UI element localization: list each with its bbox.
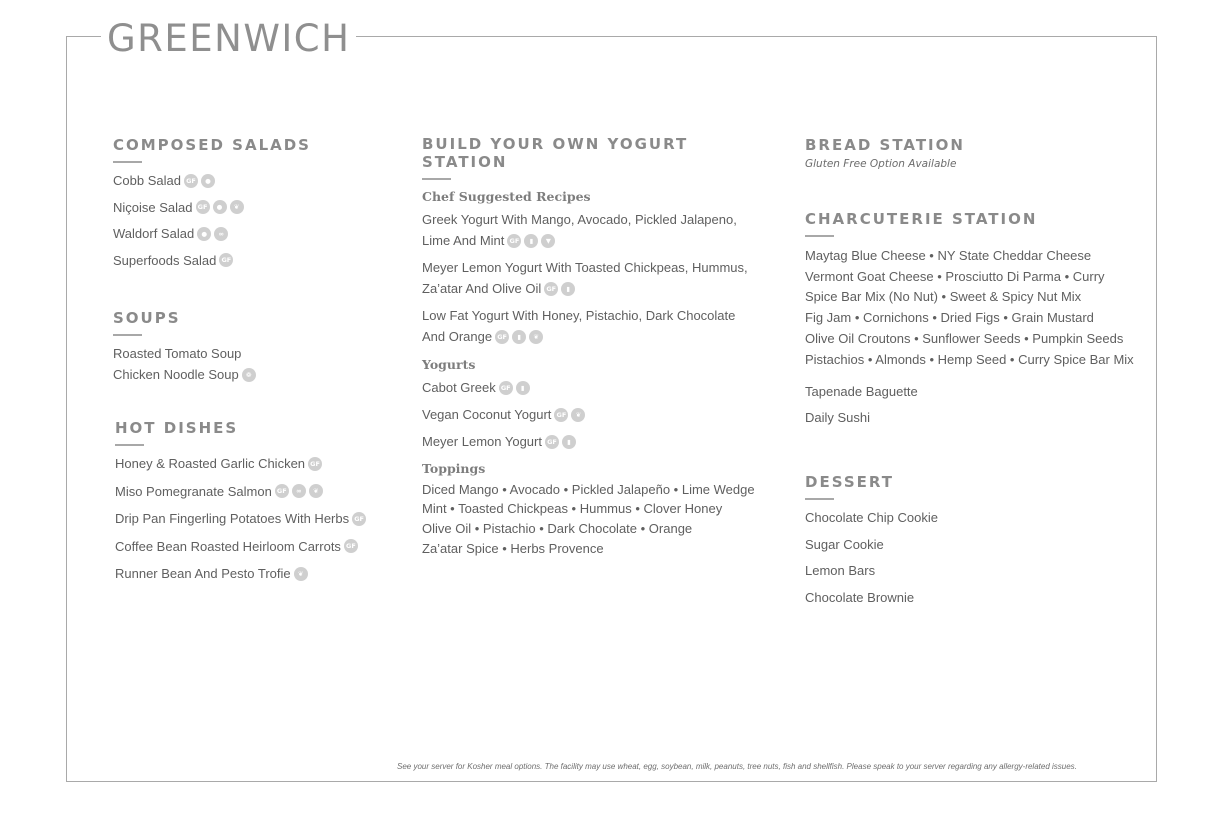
hot-dishes-list	[115, 455, 405, 582]
toppings-line: Olive Oil • Pistachio • Dark Chocolate • Orange	[422, 521, 693, 537]
menu-item	[113, 199, 393, 216]
soups-list	[113, 345, 393, 383]
menu-item	[115, 510, 405, 527]
gluten-free-note: Gluten Free Option Available	[805, 158, 957, 170]
milk-icon: ▮	[524, 234, 538, 248]
menu-item	[113, 172, 393, 189]
vegetarian-icon: ▼	[541, 234, 555, 248]
menu-item-name: Cabot Greek	[422, 380, 496, 395]
menu-item	[115, 565, 405, 582]
menu-item-name: Honey & Roasted Garlic Chicken	[115, 456, 306, 471]
dessert-list	[805, 509, 1145, 606]
yogurt-station-heading: BUILD YOUR OWN YOGURT STATION	[422, 135, 689, 171]
gluten-free-icon: GF	[507, 234, 521, 248]
menu-item-name: Meyer Lemon Yogurt	[422, 434, 542, 450]
menu-item	[115, 538, 405, 555]
dessert-heading: DESSERT	[805, 473, 894, 491]
milk-icon: ▮	[512, 330, 526, 344]
composed-salads-list	[113, 172, 393, 269]
gluten-free-icon: GF	[495, 330, 509, 344]
charcuterie-section	[805, 210, 1145, 435]
gluten-free-icon: GF	[499, 381, 513, 395]
nuts-icon: ∞	[292, 484, 306, 498]
recipe-item	[422, 210, 752, 251]
menu-item-name: Roasted Tomato Soup	[113, 346, 242, 361]
toppings-list	[422, 480, 767, 559]
menu-item: Daily Sushi	[805, 410, 871, 426]
menu-item	[115, 455, 405, 472]
milk-icon: ▮	[561, 282, 575, 296]
vegan-icon: ❦	[294, 567, 308, 581]
menu-item	[422, 433, 767, 450]
charcuterie-list	[805, 246, 1145, 370]
column-middle	[422, 135, 767, 559]
charcuterie-line: Olive Oil Croutons • Sunflower Seeds • Pumpkin Seeds	[805, 330, 1124, 346]
composed-salads-section	[113, 136, 393, 269]
dessert-section	[805, 473, 1145, 615]
egg-icon: ●	[197, 227, 211, 241]
yogurts-list	[422, 379, 767, 450]
recipe-name: Meyer Lemon Yogurt With Toasted Chickpeas, Hummus, Za’atar And Olive Oil	[422, 260, 748, 296]
charcuterie-extras	[805, 383, 1145, 426]
soups-heading: SOUPS	[113, 309, 181, 327]
gluten-free-icon: GF	[545, 435, 559, 449]
vegan-icon: ❦	[529, 330, 543, 344]
divider	[805, 498, 834, 500]
nuts-icon: ∞	[214, 227, 228, 241]
charcuterie-line: Spice Bar Mix (No Nut) • Sweet & Spicy Nut Mix	[805, 289, 1082, 305]
charcuterie-line: Fig Jam • Cornichons • Dried Figs • Grain Mustard	[805, 310, 1094, 326]
menu-item: Chocolate Chip Cookie	[805, 510, 938, 525]
bread-station-heading: BREAD STATION	[805, 136, 965, 154]
gluten-free-icon: GF	[196, 200, 210, 214]
menu-item-name: Superfoods Salad	[113, 252, 217, 268]
recipe-item	[422, 258, 752, 299]
menu-item-name: Waldorf Salad	[113, 226, 195, 242]
gluten-free-icon: GF	[184, 174, 198, 188]
toppings-line: Za’atar Spice • Herbs Provence	[422, 540, 604, 556]
column-left	[113, 136, 393, 581]
divider	[422, 178, 451, 180]
menu-item-name: Miso Pomegranate Salmon	[115, 483, 272, 499]
charcuterie-line: Vermont Goat Cheese • Prosciutto Di Parma • Curry	[805, 268, 1105, 284]
menu-item: Sugar Cookie	[805, 536, 884, 552]
vegan-icon: ❦	[571, 408, 585, 422]
menu-item-name: Niçoise Salad	[113, 199, 193, 215]
gluten-free-icon: GF	[544, 282, 558, 296]
menu-item	[113, 345, 393, 362]
fish-icon: ❦	[309, 484, 323, 498]
menu-item	[422, 406, 767, 423]
gluten-free-icon: GF	[308, 457, 322, 471]
menu-item	[113, 252, 393, 269]
toppings-line: Mint • Toasted Chickpeas • Hummus • Clover Honey	[422, 501, 723, 517]
divider	[115, 444, 144, 446]
menu-item: Tapenade Baguette	[805, 384, 918, 400]
menu-item	[115, 483, 405, 500]
gluten-free-icon: GF	[554, 408, 568, 422]
menu-item-name: Drip Pan Fingerling Potatoes With Herbs	[115, 511, 350, 526]
divider	[113, 161, 142, 163]
hot-dishes-heading: HOT DISHES	[115, 419, 239, 437]
milk-icon: ▮	[516, 381, 530, 395]
menu-item-name: Coffee Bean Roasted Heirloom Carrots	[115, 538, 341, 554]
recipe-item	[422, 306, 752, 347]
menu-item	[422, 379, 767, 396]
soups-section	[113, 309, 393, 387]
menu-item: Lemon Bars	[805, 563, 876, 579]
menu-item-name: Vegan Coconut Yogurt	[422, 407, 552, 423]
toppings-line: Diced Mango • Avocado • Pickled Jalapeño • Lime Wedge	[422, 481, 755, 497]
charcuterie-line: Maytag Blue Cheese • NY State Cheddar Cheese	[805, 248, 1092, 263]
divider	[113, 334, 142, 336]
chef-recipes-subheading: Chef Suggested Recipes	[422, 189, 591, 204]
recipe-name: Low Fat Yogurt With Honey, Pistachio, Dark Chocolate And Orange	[422, 308, 736, 344]
menu-item-name: Cobb Salad	[113, 173, 181, 188]
gluten-free-icon: GF	[352, 512, 366, 526]
chef-recipes-list	[422, 210, 767, 347]
page-title: GREENWICH	[101, 16, 356, 62]
menu-item	[113, 225, 393, 242]
hot-dishes-section	[115, 419, 405, 593]
menu-item-name: Runner Bean And Pesto Trofie	[115, 566, 291, 581]
charcuterie-line: Pistachios • Almonds • Hemp Seed • Curry Spice Bar Mix	[805, 351, 1134, 367]
menu-item-name: Chicken Noodle Soup	[113, 367, 239, 382]
allergy-disclaimer: See your server for Kosher meal options. The facility may use wheat, egg, soybean, milk, peanuts, tree nuts, fish and shellfish. Please speak to your server regarding any allergy-related issues.	[397, 762, 1077, 771]
fish-icon: ❦	[230, 200, 244, 214]
gluten-free-icon: GF	[275, 484, 289, 498]
yogurts-subheading: Yogurts	[422, 357, 476, 372]
egg-icon: ●	[201, 174, 215, 188]
menu-item	[113, 366, 393, 383]
gluten-free-icon: GF	[344, 539, 358, 553]
composed-salads-heading: COMPOSED SALADS	[113, 136, 311, 154]
wheat-icon: ❁	[242, 368, 256, 382]
toppings-subheading: Toppings	[422, 460, 486, 476]
column-right	[805, 136, 1145, 605]
recipe-name: Greek Yogurt With Mango, Avocado, Pickled Jalapeno, Lime And Mint	[422, 212, 737, 248]
gluten-free-icon: GF	[219, 253, 233, 267]
menu-item: Chocolate Brownie	[805, 589, 915, 605]
divider	[805, 235, 834, 237]
egg-icon: ●	[213, 200, 227, 214]
charcuterie-heading: CHARCUTERIE STATION	[805, 210, 1038, 228]
milk-icon: ▮	[562, 435, 576, 449]
